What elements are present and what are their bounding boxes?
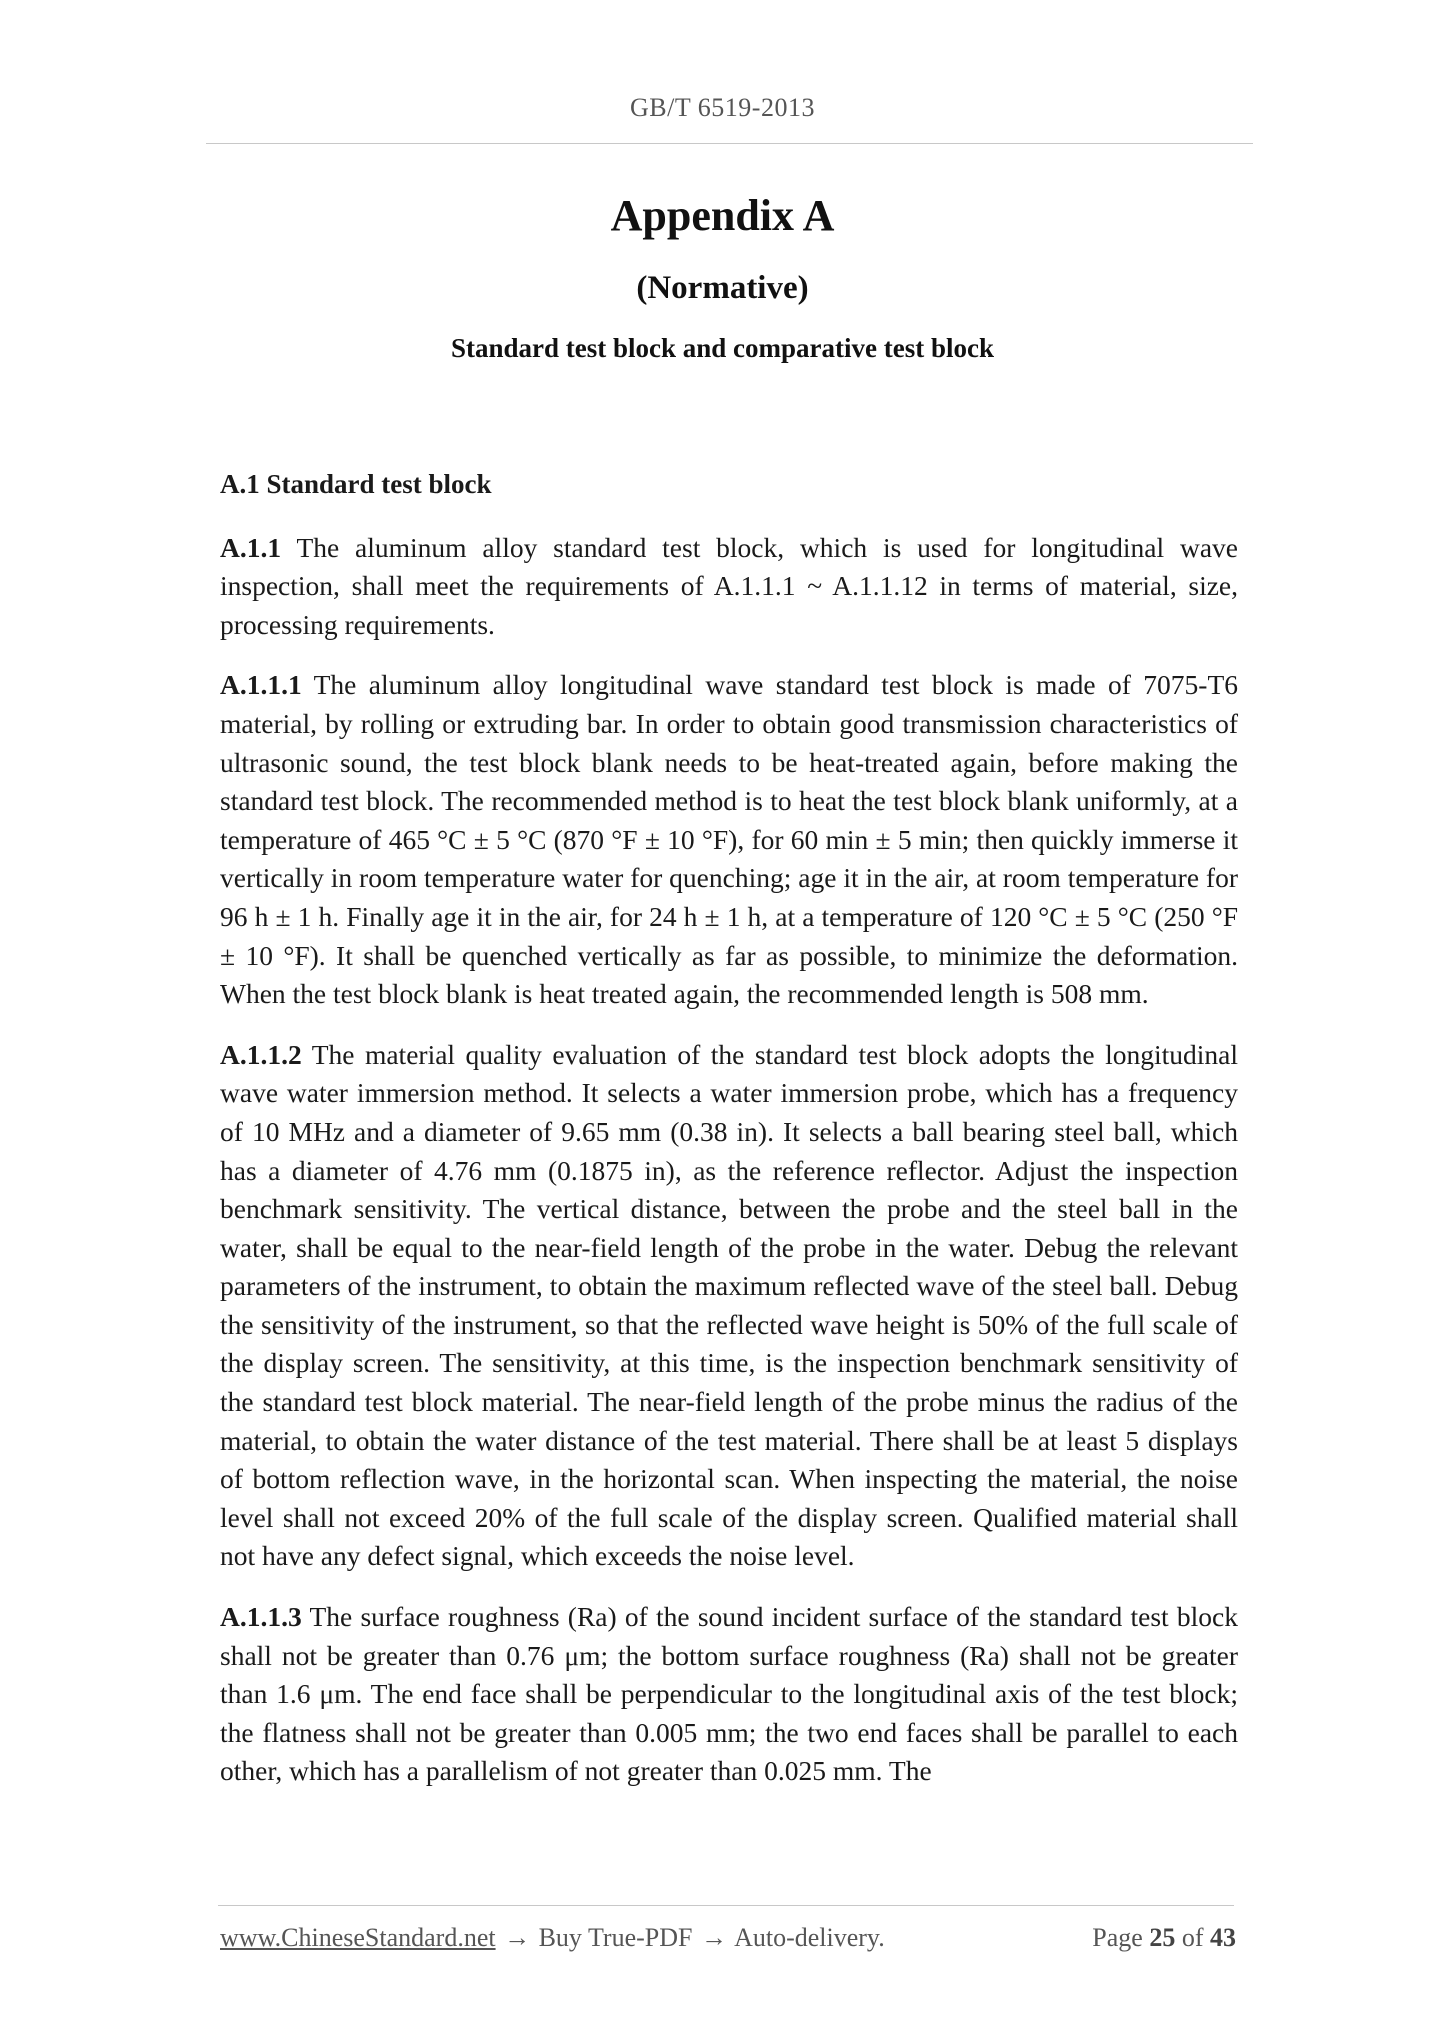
- footer-buy-text: Buy True-PDF: [538, 1923, 693, 1952]
- clause-a-1-1-2: [220, 1036, 1238, 1576]
- clause-number: A.1.1.1: [220, 669, 302, 701]
- clause-text: The material quality evaluation of the standard test block adopts the longitudinal wave water immersion method. It selects a water immersion probe, which has a frequency of 10 MHz and a diameter of 9.65 mm (0.38 in). It selects a ball bearing steel ball, which has a diameter of 4.76 mm (0.1875 in), as the reference reflector. Adjust the inspection benchmark sensitivity. The vertical distance, between the probe and the steel ball in the water, shall be equal to the near-field length of the probe in the water. Debug the relevant parameters of the instrument, to obtain the maximum reflected wave of the steel ball. Debug the sensitivity of the instrument, so that the reflected wave height is 50% of the full scale of the display screen. The sensitivity, at this time, is the inspection benchmark sensitivity of the standard test block material. The near-field length of the probe minus the radius of the material, to obtain the water distance of the test material. There shall be at least 5 displays of bottom reflection wave, in the horizontal scan. When inspecting the material, the noise level shall not exceed 20% of the full scale of the display screen. Qualified material shall not have any defect signal, which exceeds the noise level.: [220, 1038, 1238, 1572]
- clause-a-1-1-3: [220, 1598, 1238, 1791]
- clause-number: A.1.1: [220, 531, 282, 563]
- clause-text: The aluminum alloy longitudinal wave standard test block is made of 7075-T6 material, by rolling or extruding bar. In order to obtain good transmission characteristics of ultrasonic sound, the test block blank needs to be heat-treated again, before making the standard test block. The recommended method is to heat the test block blank uniformly, at a temperature of 465 °C ± 5 °C (870 °F ± 10 °F), for 60 min ± 5 min; then quickly immerse it vertically in room temperature water for quenching; age it in the air, at room temperature for 96 h ± 1 h. Finally age it in the air, for 24 h ± 1 h, at a temperature of 120 °C ± 5 °C (250 °F ± 10 °F). It shall be quenched vertically as far as possible, to minimize the deformation. When the test block blank is heat treated again, the recommended length is 508 mm.: [220, 669, 1238, 1010]
- clause-number: A.1.1.3: [220, 1601, 302, 1633]
- clause-number: A.1.1.2: [220, 1038, 302, 1070]
- page-label: Page: [1092, 1923, 1143, 1952]
- page-number: [1092, 1923, 1236, 1953]
- clause-a-1-1: [220, 529, 1238, 645]
- footer-promo: [220, 1923, 885, 1953]
- footer-divider: [218, 1905, 1234, 1906]
- page-of-label: of: [1181, 1923, 1204, 1952]
- clause-text: The aluminum alloy standard test block, which is used for longitudinal wave inspection, shall meet the requirements of A.1.1.1 ~ A.1.1.12 in terms of material, size, processing requirements.: [220, 531, 1238, 640]
- appendix-title: Appendix A: [610, 191, 835, 240]
- section-heading: A.1 Standard test block: [220, 469, 492, 499]
- clause-a-1-1-1: [220, 666, 1238, 1013]
- page-total: 43: [1210, 1923, 1236, 1952]
- header-divider: [206, 143, 1253, 144]
- document-body: [220, 465, 1238, 1813]
- arrow-right-icon: →: [504, 1923, 531, 1952]
- appendix-subtitle: Standard test block and comparative test block: [450, 333, 994, 363]
- clause-text: The surface roughness (Ra) of the sound incident surface of the standard test block shall not be greater than 0.76 μm; the bottom surface roughness (Ra) shall not be greater than 1.6 μm. The end face shall be perpendicular to the longitudinal axis of the test block; the flatness shall not be greater than 0.005 mm; the two end faces shall be parallel to each other, which has a parallelism of not greater than 0.025 mm. The: [220, 1601, 1238, 1787]
- footer-delivery-text: Auto-delivery.: [734, 1923, 885, 1952]
- page-current: 25: [1149, 1923, 1176, 1952]
- document-standard-code: GB/T 6519-2013: [630, 93, 815, 122]
- website-link[interactable]: www.ChineseStandard.net: [220, 1923, 496, 1952]
- arrow-right-icon: →: [701, 1923, 727, 1952]
- appendix-type: (Normative): [636, 270, 809, 306]
